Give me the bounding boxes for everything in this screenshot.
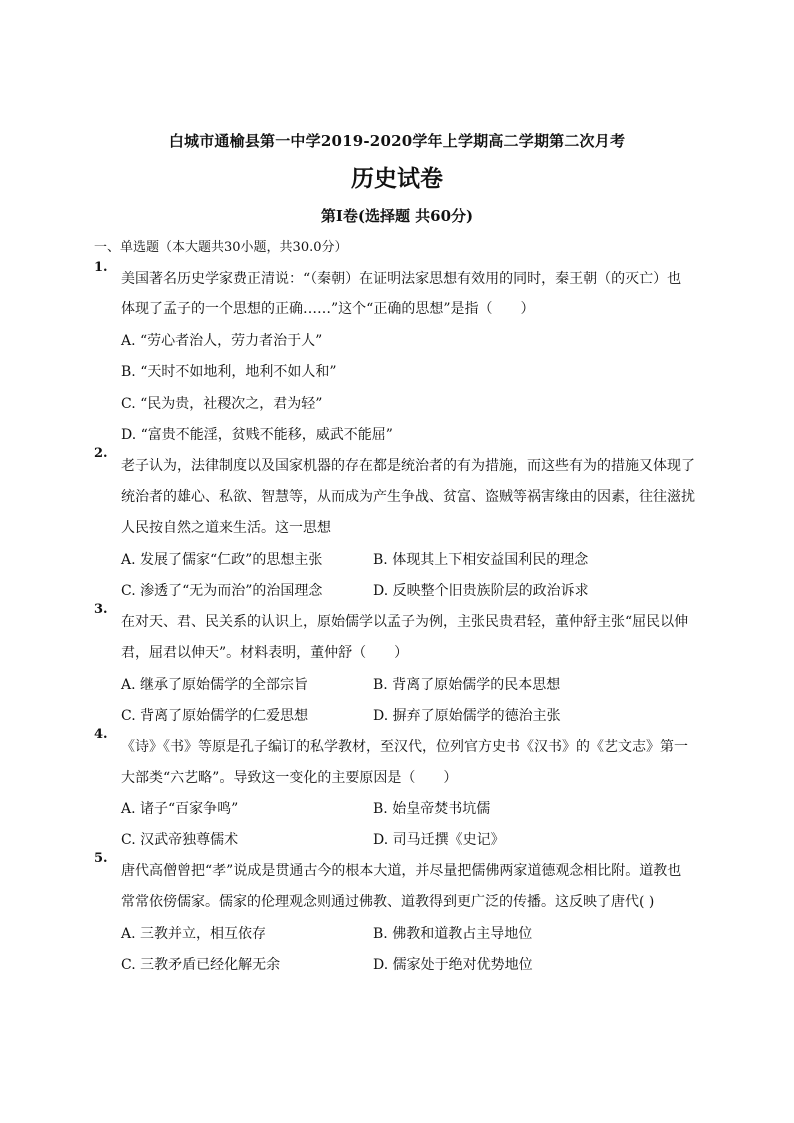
question-number: 1. — [94, 260, 108, 275]
question-number: 3. — [94, 602, 108, 617]
question-text-line: 统治者的雄心、私欲、智慧等，从而成为产生争战、贫富、盗贼等祸害缘由的因素，往往滋扰 — [121, 489, 695, 505]
option-b: B. “天时不如地利，地利不如人和” — [121, 364, 337, 380]
option-d: D. 司马迁撰《史记》 — [373, 832, 505, 848]
question-number: 2. — [94, 446, 108, 461]
option-d: D. 摒弃了原始儒学的德治主张 — [373, 708, 561, 724]
question-text-line: 唐代高僧曾把“孝”说成是贯通古今的根本大道，并尽量把儒佛两家道德观念相比附。道教也 — [121, 863, 682, 879]
option-b: B. 佛教和道教占主导地位 — [373, 926, 533, 942]
option-b: B. 体现其上下相安益国利民的理念 — [373, 552, 589, 568]
question-number: 4. — [94, 727, 108, 742]
option-d: D. “富贵不能淫，贫贱不能移，威武不能屈” — [121, 427, 393, 443]
question-text-line: 人民按自然之道来生活。这一思想 — [121, 520, 331, 536]
option-a: A. 诸子“百家争鸣” — [121, 801, 239, 817]
option-b: B. 始皇帝焚书坑儒 — [373, 801, 491, 817]
option-c: C. “民为贵，社稷次之，君为轻” — [121, 396, 323, 412]
question-text-line: 美国著名历史学家费正清说：“（秦朝）在证明法家思想有效用的同时，秦王朝（的灭亡）也 — [121, 271, 682, 287]
question-text-line: 大部类“六艺略”。导致这一变化的主要原因是（ ） — [121, 770, 458, 786]
question-text-line: 在对天、君、民关系的认识上，原始儒学以孟子为例，主张民贵君轻，董仲舒主张“屈民以伸 — [121, 614, 689, 630]
option-b: B. 背离了原始儒学的民本思想 — [373, 677, 561, 693]
option-d: D. 反映整个旧贵族阶层的政治诉求 — [373, 583, 589, 599]
option-c: C. 渗透了“无为而治”的治国理念 — [121, 583, 323, 599]
question-text-line: 常常依傍儒家。儒家的伦理观念则通过佛教、道教得到更广泛的传播。这反映了唐代( ) — [121, 894, 655, 910]
option-a: A. 发展了儒家“仁政”的思想主张 — [121, 552, 323, 568]
exam-title: 白城市通榆县第一中学2019-2020学年上学期高二学期第二次月考 — [168, 132, 626, 150]
option-c: C. 背离了原始儒学的仁爱思想 — [121, 708, 309, 724]
question-text-line: 体现了孟子的一个思想的正确……”这个“正确的思想”是指（ ） — [121, 301, 535, 317]
exam-subject: 历史试卷 — [351, 165, 443, 192]
option-a: A. 三教并立，相互依存 — [121, 926, 267, 942]
option-a: A. “劳心者治人，劳力者治于人” — [121, 333, 323, 349]
option-d: D. 儒家处于绝对优势地位 — [373, 957, 533, 973]
question-text-line: 《诗》《书》等原是孔子编订的私学教材，至汉代，位列官方史书《汉书》的《艺文志》第一 — [121, 739, 688, 755]
question-number: 5. — [94, 851, 108, 866]
question-text-line: 君，屈君以伸天”。材料表明，董仲舒（ ） — [121, 645, 409, 661]
option-a: A. 继承了原始儒学的全部宗旨 — [121, 677, 309, 693]
question-text-line: 老子认为，法律制度以及国家机器的存在都是统治者的有为措施，而这些有为的措施又体现了 — [121, 458, 695, 474]
option-c: C. 汉武帝独尊儒术 — [121, 832, 239, 848]
section-heading: 一、单选题（本大题共30小题，共30.0分） — [94, 240, 348, 255]
option-c: C. 三教矛盾已经化解无余 — [121, 957, 281, 973]
volume-heading: 第Ⅰ卷(选择题 共60分) — [320, 207, 474, 225]
